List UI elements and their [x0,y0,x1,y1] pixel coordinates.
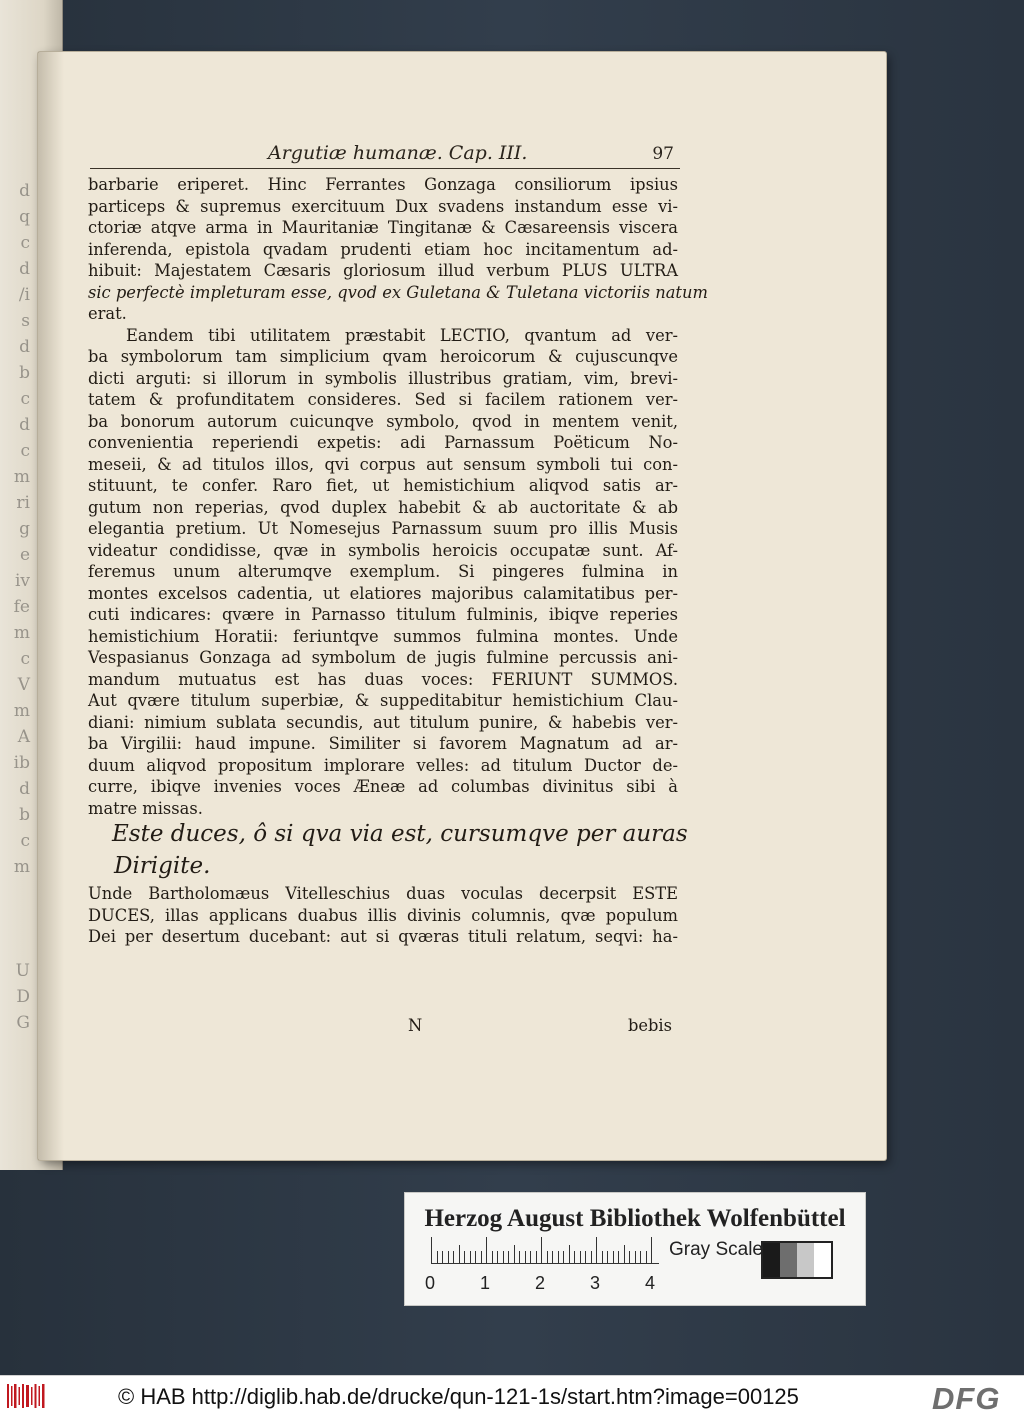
previous-page-letter: c [20,389,30,409]
previous-page-letter: G [16,1013,30,1033]
text-line: hibuit: Majestatem Cæsaris gloriosum illud verbum PLUS ULTRA [88,261,678,280]
previous-page-letter: b [19,805,30,825]
ruler-number: 2 [535,1273,546,1293]
gray-patch [797,1243,814,1277]
ruler-tick [431,1237,432,1263]
text-line: particeps & supremus exercituum Dux svadens instandum esse vi- [88,196,678,216]
ruler-tick [503,1251,504,1263]
ruler-tick [508,1251,509,1263]
ruler-baseline [431,1263,659,1264]
previous-page-letter: c [20,233,30,253]
previous-page-letter: /i [18,285,30,305]
text-line: cuti indicares: qvære in Parnasso titulum fulminis, ibiqve reperies [88,605,678,624]
previous-page-letter: q [19,207,30,227]
text-line: gutum non reperias, qvod duplex habebit & ab auctoritate & ab [88,497,678,517]
ruler-tick [640,1251,641,1263]
previous-page-letter: ri [16,493,30,513]
ruler-tick [475,1251,476,1263]
ruler-tick [580,1251,581,1263]
scale-ruler [431,1237,659,1267]
ruler-tick [613,1251,614,1263]
ruler-tick [585,1251,586,1263]
text-line: convenientia reperiendi expetis: adi Parnassum Poëticum No- [88,433,678,452]
text-line: ctoriæ atqve arma in Mauritaniæ Tingitanæ & Cæsareensis viscera [88,218,678,237]
previous-page-letter: d [19,337,30,357]
library-label [404,1192,866,1306]
previous-page-letter: m [13,857,30,877]
ruler-tick [635,1251,636,1263]
text-line: duum aliqvod propositum implorare velles: ad titulum Ductor de- [88,755,678,775]
ruler-number: 4 [645,1273,656,1293]
previous-page-letter: V [17,675,30,695]
previous-page-letter [0,880,30,906]
gray-patch [814,1243,831,1277]
previous-page-letter: D [16,987,30,1007]
text-line: Dei per desertum ducebant: aut si qværas tituli relatum, seqvi: ha- [88,927,678,946]
ruler-tick [481,1251,482,1263]
previous-page-letter: A [17,727,30,747]
ruler-tick [525,1251,526,1263]
previous-page-letter: m [13,467,30,487]
dfg-logo: DFG [932,1381,1001,1416]
ruler-tick [547,1251,548,1263]
ruler-tick [651,1237,652,1263]
ruler-tick [563,1251,564,1263]
ruler-tick [492,1251,493,1263]
previous-page-letter: d [19,259,30,279]
ruler-tick [442,1251,443,1263]
previous-page-letter: m [13,623,30,643]
text-line: montes excelsos cadentia, ut elatiores majoribus calamitatibus per- [88,583,678,603]
ruler-number: 1 [480,1273,491,1293]
text-line: Aut qvære titulum superbiæ, & suppeditabitur hemistichium Clau- [88,691,678,710]
barcode-icon [6,1382,48,1410]
previous-page-letter: c [20,441,30,461]
signature-mark: N [408,1016,423,1035]
text-line: curre, ibiqve invenies voces Æneæ ad columbas divinitus sibi à [88,777,678,796]
previous-page-letter: fe [13,597,30,617]
text-line: feremus unum alterumqve exemplum. Si pingeres fulmina in [88,562,678,581]
previous-page-letter: c [20,831,30,851]
text-line: Unde Bartholomæus Vitelleschius duas voculas decerpsit ESTE [88,884,678,903]
text-line: matre missas. [88,798,203,818]
text-line: inferenda, epistola qvadam prudenti etiam hoc incitamentum ad- [88,239,678,259]
previous-page-letter: iv [14,571,30,591]
ruler-tick [646,1251,647,1263]
ruler-tick [618,1251,619,1263]
previous-page-letter: b [19,363,30,383]
gray-scale-patches [761,1241,833,1279]
ruler-tick [536,1251,537,1263]
ruler-tick [464,1251,465,1263]
verse-line: Este duces, ô si qva via est, cursumqve per auras [112,821,688,847]
text-line: meseii, & ad titulos illos, qvi corpus aut sensum symboli tui con- [88,454,678,474]
ruler-tick [470,1251,471,1263]
ruler-tick [486,1237,487,1263]
previous-page-letter: m [13,701,30,721]
ruler-number: 0 [425,1273,436,1293]
ruler-tick [629,1251,630,1263]
previous-page-letter: e [19,545,30,565]
text-line: Eandem tibi utilitatem præstabit LECTIO, qvantum ad ver- [126,325,678,345]
gray-patch [780,1243,797,1277]
previous-page-letter: d [19,779,30,799]
gray-patch [763,1243,780,1277]
text-line: tatem & profunditatem consideres. Sed si facilem rationem ver- [88,390,678,409]
ruler-tick [453,1251,454,1263]
ruler-tick [569,1245,570,1263]
previous-page-letter: U [15,961,30,981]
text-line: hemistichium Horatii: feriuntqve summos fulmina montes. Unde [88,626,678,646]
ruler-tick [596,1237,597,1263]
header-rule [90,168,680,169]
previous-page-letters [0,178,30,1036]
text-line: elegantia pretium. Ut Nomesejus Parnassum suum pro illis Musis [88,519,678,538]
ruler-tick [459,1245,460,1263]
text-line: barbarie eriperet. Hinc Ferrantes Gonzaga consiliorum ipsius [88,175,678,194]
ruler-tick [541,1237,542,1263]
library-name: Herzog August Bibliothek Wolfenbüttel [424,1205,846,1232]
ruler-tick [448,1251,449,1263]
ruler-tick [574,1251,575,1263]
previous-page-letter: d [19,415,30,435]
text-line: stituunt, te confer. Raro fiet, ut hemistichium aliqvod satis ar- [88,476,678,495]
ruler-tick [624,1245,625,1263]
previous-page-letter: d [19,181,30,201]
catchword: bebis [627,1016,672,1035]
ruler-tick [552,1251,553,1263]
text-line: mandum mutuatus est has duas voces: FERIUNT SUMMOS. [88,669,678,689]
ruler-tick [607,1251,608,1263]
footer-bar [0,1375,1024,1417]
running-title: Argutiæ humanæ. Cap. III. [268,142,528,164]
text-line: Vespasianus Gonzaga ad symbolum de jugis fulmine percussis ani- [88,648,678,667]
text-line: dicti arguti: si illorum in symbolis illustribus gratiam, vim, brevi- [88,368,678,388]
text-line: DUCES, illas applicans duabus illis divinis columnis, qvæ populum [88,905,678,925]
ruler-tick [591,1251,592,1263]
gray-scale-label: Gray Scale [669,1239,763,1260]
copyright-url[interactable]: © HAB http://diglib.hab.de/drucke/qun-121-1s/start.htm?image=00125 [118,1384,799,1409]
ruler-tick [530,1251,531,1263]
text-line: videatur condidisse, qvæ in symbolis heroicis occupatæ sunt. Af- [88,540,678,560]
page-number: 97 [652,144,674,164]
page-foot [88,1016,678,1038]
ruler-tick [514,1245,515,1263]
previous-page-letter: s [21,311,30,331]
ruler-tick [497,1251,498,1263]
ruler-tick [437,1251,438,1263]
ruler-tick [519,1251,520,1263]
verse-line: Dirigite. [114,853,211,879]
ruler-tick [558,1251,559,1263]
previous-page-letter [0,906,30,932]
previous-page-letter: ib [13,753,30,773]
text-line: diani: nimium sublata secundis, aut titulum punire, & habebis ver- [88,712,678,732]
ruler-numbers [425,1273,665,1295]
text-line: erat. [88,304,127,323]
text-line: ba Virgilii: haud impune. Similiter si favorem Magnatum ad ar- [88,734,678,753]
previous-page-letter: c [20,649,30,669]
text-line: ba symbolorum tam simplicium qvam heroicorum & cujuscunqve [88,347,678,366]
text-line: sic perfectè impleturam esse, qvod ex Guletana & Tuletana victoriis natum [88,282,708,302]
previous-page-letter [0,932,30,958]
ruler-tick [602,1251,603,1263]
text-line: ba bonorum autorum cuicunqve symbolo, qvod in mentem venit, [88,411,678,431]
ruler-number: 3 [590,1273,601,1293]
body-text [88,174,708,948]
previous-page-letter: g [19,519,30,539]
